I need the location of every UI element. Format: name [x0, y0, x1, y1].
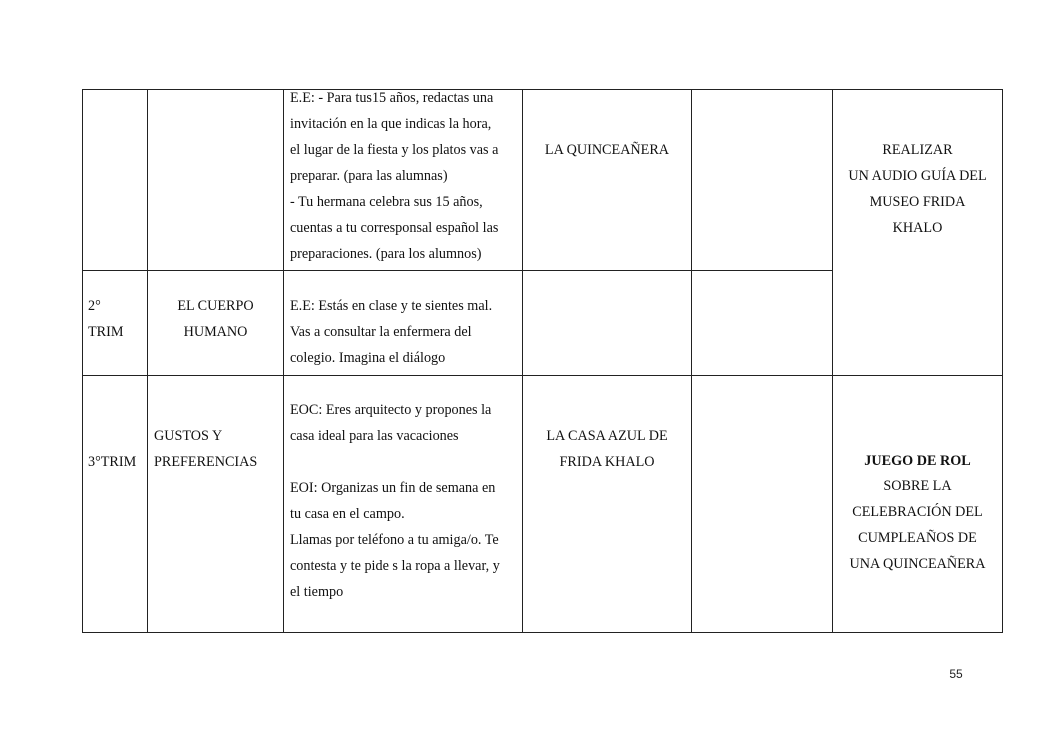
row-divider-2: [82, 375, 1003, 376]
table-top-border: [82, 89, 1003, 90]
row3-task-cell: EOC: Eres arquitecto y propones la casa ideal para las vacaciones EOI: Organizas un fin de semana en tu casa en el campo. Llamas por teléfono a tu amiga/o. Te contesta y te pide s la ropa a llevar, y el tiempo: [290, 402, 500, 600]
row1-topic-cell: LA QUINCEAÑERA: [544, 142, 670, 158]
row3-topic-cell: LA CASA AZUL DE FRIDA KHALO: [546, 428, 668, 470]
row3-theme-cell: GUSTOS Y PREFERENCIAS: [154, 428, 258, 470]
row2-trim-cell: 2° TRIM: [88, 298, 124, 340]
col-border-6: [1002, 89, 1003, 633]
table-bottom-border: [82, 632, 1003, 633]
page-number: 55: [949, 667, 963, 681]
row1-task-cell: E.E: - Para tus15 años, redactas una invitación en la que indicas la hora, el lugar de la fiesta y los platos vas a preparar. (para las alumnas) - Tu hermana celebra sus 15 años, cuentas a tu corresponsal español las preparaciones. (para los alumnos): [290, 90, 499, 262]
col-border-4: [691, 89, 692, 633]
col-border-2: [283, 89, 284, 633]
col-border-1: [147, 89, 148, 633]
row3-trim-cell: 3°TRIM: [88, 454, 137, 470]
col-border-0: [82, 89, 83, 633]
row-divider-1: [82, 270, 833, 271]
project-roleplay-body: SOBRE LA CELEBRACIÓN DEL CUMPLEAÑOS DE UNA QUINCEAÑERA: [849, 478, 986, 572]
project-roleplay-title: JUEGO DE ROL: [864, 453, 971, 469]
row2-theme-cell: EL CUERPO HUMANO: [177, 298, 254, 340]
project-audio-guide: REALIZAR UN AUDIO GUÍA DEL MUSEO FRIDA KHALO: [848, 142, 987, 236]
row2-task-cell: E.E: Estás en clase y te sientes mal. Vas a consultar la enfermera del colegio. Imagina el diálogo: [290, 298, 493, 366]
col-border-3: [522, 89, 523, 633]
